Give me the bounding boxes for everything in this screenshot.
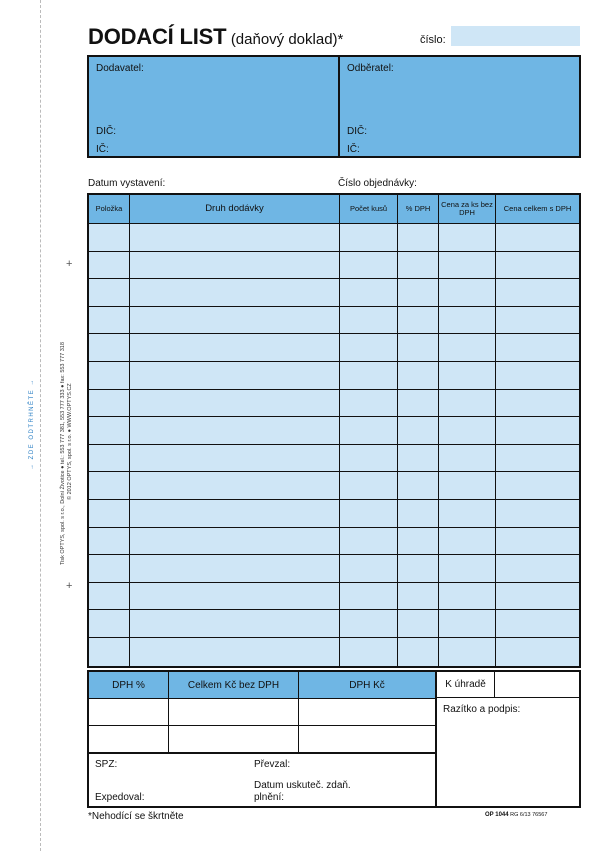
total-without-vat-cell[interactable] — [169, 699, 299, 725]
vat-percent-cell[interactable] — [398, 445, 439, 472]
supplier-dic-label: DIČ: — [96, 126, 116, 137]
stamp-signature-label: Razítko a podpis: — [443, 704, 521, 715]
form-code — [485, 812, 547, 818]
customer-ic-label: IČ: — [347, 144, 360, 155]
item-cell[interactable] — [89, 610, 130, 637]
vat-summary-table — [87, 670, 437, 754]
total-price-cell[interactable] — [496, 472, 579, 499]
vat-percent-cell[interactable] — [398, 638, 439, 666]
footnote: *Nehodící se škrtněte — [88, 811, 184, 822]
quantity-cell[interactable] — [340, 472, 398, 499]
delivery-type-cell[interactable] — [130, 252, 340, 279]
delivery-type-cell[interactable] — [130, 224, 340, 251]
items-table — [87, 193, 581, 668]
total-price-cell[interactable] — [496, 555, 579, 582]
header-vat-amount: DPH Kč — [349, 679, 385, 691]
unit-price-cell[interactable] — [439, 555, 496, 582]
payment-box — [435, 670, 581, 808]
item-cell[interactable] — [89, 252, 130, 279]
header-quantity: Počet kusů — [340, 195, 398, 223]
item-cell[interactable] — [89, 445, 130, 472]
delivery-type-cell[interactable] — [130, 445, 340, 472]
header-item: Položka — [89, 195, 130, 223]
supply-date-label: Datum uskuteč. zdaň. plnění: — [254, 780, 351, 803]
item-cell[interactable] — [89, 307, 130, 334]
table-row — [89, 307, 579, 335]
delivery-type-cell[interactable] — [130, 610, 340, 637]
table-row — [89, 638, 579, 666]
tear-off-note: → ZDE ODTRHNĚTE → — [29, 378, 35, 470]
form-code-rest: RG 6/13 76567 — [510, 812, 548, 818]
total-price-cell[interactable] — [496, 528, 579, 555]
delivery-type-cell[interactable] — [130, 472, 340, 499]
items-table-header — [89, 195, 579, 224]
quantity-cell[interactable] — [340, 307, 398, 334]
supplier-label: Dodavatel: — [96, 63, 144, 74]
printer-info: Tisk OPTYS, spol. s r.o., Dolní Životice ● tel.: 553 777 381, 553 777 333 ● fax: 553 777 318 — [60, 342, 66, 565]
header-total-price: Cena celkem s DPH — [503, 204, 572, 213]
order-number-label: Číslo objednávky: — [338, 178, 417, 189]
unit-price-cell[interactable] — [439, 417, 496, 444]
delivery-type-cell[interactable] — [130, 638, 340, 666]
table-row — [89, 390, 579, 418]
total-price-cell[interactable] — [496, 610, 579, 637]
vat-percent-cell[interactable] — [398, 555, 439, 582]
quantity-cell[interactable] — [340, 500, 398, 527]
unit-price-cell[interactable] — [439, 279, 496, 306]
table-row — [89, 224, 579, 252]
unit-price-cell[interactable] — [439, 252, 496, 279]
table-row — [89, 252, 579, 280]
amount-due-field[interactable] — [495, 672, 579, 698]
item-cell[interactable] — [89, 638, 130, 666]
delivery-type-cell[interactable] — [130, 417, 340, 444]
supplier-ic-label: IČ: — [96, 144, 109, 155]
quantity-cell[interactable] — [340, 279, 398, 306]
unit-price-cell[interactable] — [439, 362, 496, 389]
vat-percent-cell[interactable] — [398, 528, 439, 555]
delivery-type-cell[interactable] — [130, 279, 340, 306]
vat-percent-cell[interactable] — [398, 500, 439, 527]
registration-mark: + — [66, 258, 73, 270]
table-row — [89, 334, 579, 362]
item-cell[interactable] — [89, 500, 130, 527]
vat-amount-cell[interactable] — [299, 699, 435, 725]
vat-percent-cell[interactable] — [398, 252, 439, 279]
quantity-cell[interactable] — [340, 390, 398, 417]
unit-price-cell[interactable] — [439, 334, 496, 361]
quantity-cell[interactable] — [340, 638, 398, 666]
customer-box[interactable] — [338, 55, 581, 158]
total-price-cell[interactable] — [496, 279, 579, 306]
unit-price-cell[interactable] — [439, 528, 496, 555]
table-row — [89, 583, 579, 611]
delivery-type-cell[interactable] — [130, 528, 340, 555]
delivery-type-cell[interactable] — [130, 583, 340, 610]
table-row — [89, 417, 579, 445]
spz-label: SPZ: — [95, 759, 118, 770]
item-cell[interactable] — [89, 334, 130, 361]
customer-dic-label: DIČ: — [347, 126, 367, 137]
registration-mark: + — [66, 580, 73, 592]
delivery-type-cell[interactable] — [130, 390, 340, 417]
quantity-cell[interactable] — [340, 417, 398, 444]
customer-label: Odběratel: — [347, 63, 394, 74]
table-row — [89, 555, 579, 583]
quantity-cell[interactable] — [340, 334, 398, 361]
vat-percent-cell[interactable] — [398, 472, 439, 499]
table-row — [89, 362, 579, 390]
quantity-cell[interactable] — [340, 555, 398, 582]
total-price-cell[interactable] — [496, 583, 579, 610]
vat-percent-cell[interactable] — [398, 307, 439, 334]
delivery-type-cell[interactable] — [130, 307, 340, 334]
unit-price-cell[interactable] — [439, 445, 496, 472]
quantity-cell[interactable] — [340, 224, 398, 251]
total-price-cell[interactable] — [496, 224, 579, 251]
item-cell[interactable] — [89, 224, 130, 251]
unit-price-cell[interactable] — [439, 610, 496, 637]
supplier-box[interactable] — [87, 55, 340, 158]
unit-price-cell[interactable] — [439, 583, 496, 610]
total-price-cell[interactable] — [496, 390, 579, 417]
item-cell[interactable] — [89, 417, 130, 444]
vat-percent-cell[interactable] — [398, 583, 439, 610]
total-price-cell[interactable] — [496, 445, 579, 472]
vat-table-header — [89, 672, 435, 699]
total-price-cell[interactable] — [496, 362, 579, 389]
quantity-cell[interactable] — [340, 445, 398, 472]
vat-percent-cell[interactable] — [398, 417, 439, 444]
item-cell[interactable] — [89, 472, 130, 499]
received-by-label: Převzal: — [254, 759, 291, 770]
vat-row — [89, 726, 435, 753]
item-cell[interactable] — [89, 555, 130, 582]
unit-price-cell[interactable] — [439, 472, 496, 499]
vat-percent-cell[interactable] — [398, 334, 439, 361]
issue-date-label: Datum vystavení: — [88, 178, 166, 189]
number-field[interactable] — [451, 26, 580, 46]
perforation-line — [40, 0, 41, 851]
quantity-cell[interactable] — [340, 362, 398, 389]
transport-box[interactable] — [87, 752, 437, 808]
table-row — [89, 279, 579, 307]
unit-price-cell[interactable] — [439, 638, 496, 666]
total-price-cell[interactable] — [496, 252, 579, 279]
vat-percent-cell[interactable] — [398, 610, 439, 637]
form-code-main: OP 1044 — [485, 812, 509, 818]
quantity-cell[interactable] — [340, 583, 398, 610]
document-title — [88, 24, 343, 50]
total-price-cell[interactable] — [496, 500, 579, 527]
quantity-cell[interactable] — [340, 610, 398, 637]
unit-price-cell[interactable] — [439, 307, 496, 334]
vat-percent-cell[interactable] — [398, 362, 439, 389]
copyright-info: © 2012 OPTYS, spol. s r.o. ● WWW.OPTYS.CZ — [67, 383, 73, 500]
number-label: číslo: — [420, 34, 446, 46]
unit-price-cell[interactable] — [439, 390, 496, 417]
table-row — [89, 528, 579, 556]
table-row — [89, 445, 579, 473]
header-delivery-type: Druh dodávky — [130, 195, 340, 223]
amount-due-label: K úhradě — [437, 672, 495, 698]
total-price-cell[interactable] — [496, 307, 579, 334]
header-total-without-vat: Celkem Kč bez DPH — [169, 672, 299, 698]
title-main: DODACÍ LIST — [88, 24, 227, 49]
table-row — [89, 500, 579, 528]
items-table-body — [89, 224, 579, 666]
table-row — [89, 610, 579, 638]
header-unit-price: Cena za ks bez DPH — [439, 195, 496, 223]
item-cell[interactable] — [89, 279, 130, 306]
delivery-type-cell[interactable] — [130, 362, 340, 389]
vat-rate-cell[interactable] — [89, 726, 169, 753]
total-without-vat-cell[interactable] — [169, 726, 299, 753]
table-row — [89, 472, 579, 500]
item-cell[interactable] — [89, 390, 130, 417]
item-cell[interactable] — [89, 362, 130, 389]
delivery-type-cell[interactable] — [130, 500, 340, 527]
quantity-cell[interactable] — [340, 252, 398, 279]
item-cell[interactable] — [89, 528, 130, 555]
item-cell[interactable] — [89, 583, 130, 610]
vat-percent-cell[interactable] — [398, 224, 439, 251]
quantity-cell[interactable] — [340, 528, 398, 555]
header-vat-percent: % DPH — [398, 195, 439, 223]
total-price-cell[interactable] — [496, 638, 579, 666]
vat-percent-cell[interactable] — [398, 279, 439, 306]
vat-percent-cell[interactable] — [398, 390, 439, 417]
unit-price-cell[interactable] — [439, 500, 496, 527]
delivery-type-cell[interactable] — [130, 555, 340, 582]
vat-row — [89, 699, 435, 726]
vat-rate-cell[interactable] — [89, 699, 169, 725]
dispatched-by-label: Expedoval: — [95, 792, 145, 803]
delivery-type-cell[interactable] — [130, 334, 340, 361]
title-subtitle: (daňový doklad)* — [230, 31, 344, 48]
vat-amount-cell[interactable] — [299, 726, 435, 753]
total-price-cell[interactable] — [496, 334, 579, 361]
total-price-cell[interactable] — [496, 417, 579, 444]
unit-price-cell[interactable] — [439, 224, 496, 251]
header-vat-rate: DPH % — [89, 672, 169, 698]
